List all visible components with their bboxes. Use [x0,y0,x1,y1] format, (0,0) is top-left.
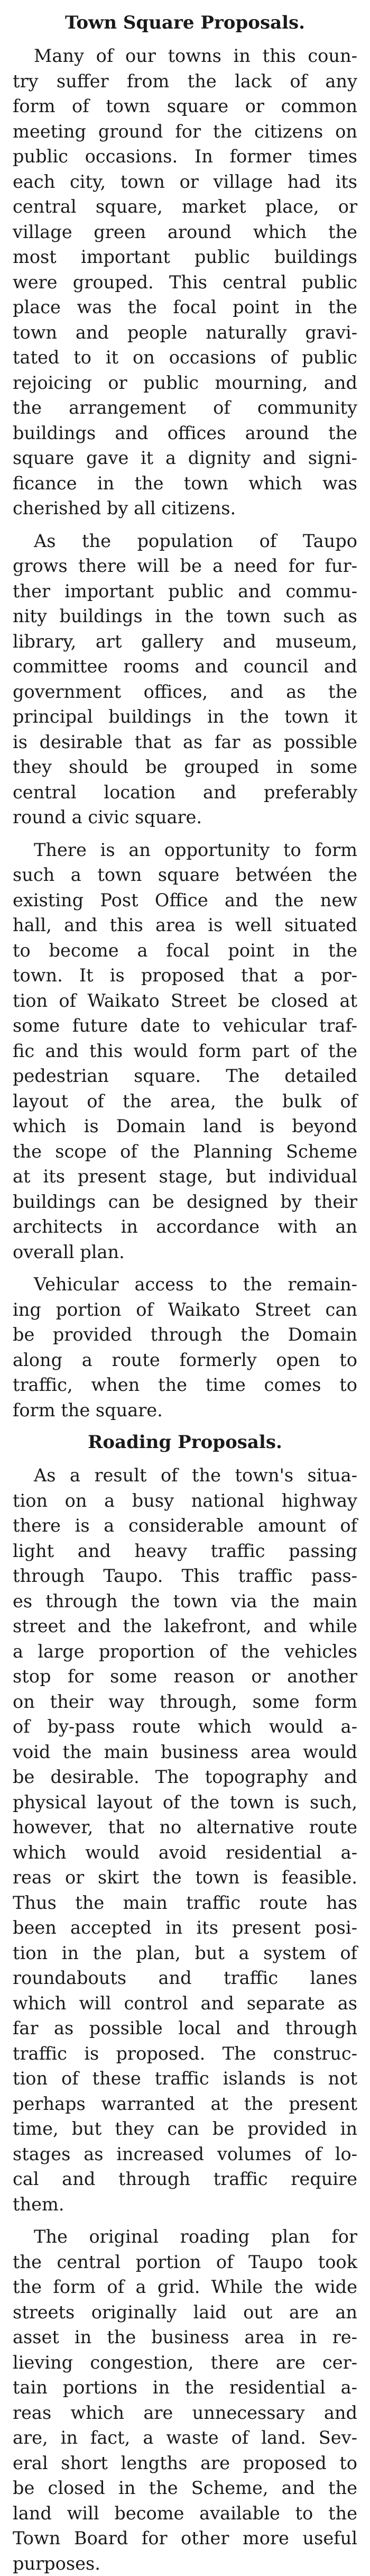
text-line: roundabouts and traffic lanes [13,1965,357,1991]
text-line: Thus the main traffic route has [13,1890,357,1916]
text-line: hall, and this area is well situated [13,913,357,938]
text-line: town. It is proposed that a por- [13,963,357,988]
text-line: es through the town via the main [13,1589,357,1614]
text-line: streets originally laid out are an [13,2300,357,2325]
text-line: tain portions in the residential a- [13,2375,357,2400]
text-line: far as possible local and through [13,2016,357,2041]
text-line: perhaps warranted at the present [13,2091,357,2117]
text-line: which would avoid residential a- [13,1840,357,1865]
text-line: form the square. [13,1398,357,1423]
text-line: ficance in the town which was [13,471,357,496]
text-line: physical layout of the town is such, [13,1790,357,1815]
text-line: government offices, and as the [13,679,357,705]
text-line: however, that no alternative route [13,1815,357,1840]
text-line: reas which are unnecessary and [13,2400,357,2426]
text-line: a large proportion of the vehicles [13,1639,357,1664]
paragraph [13,529,357,830]
text-line: traffic, when the time comes to [13,1372,357,1398]
text-line: the central portion of Taupo took [13,2250,357,2275]
text-line: such a town square betwéen the [13,862,357,888]
text-line: the scope of the Planning Scheme [13,1139,357,1164]
text-line: stop for some reason or another [13,1664,357,1689]
text-line: been accepted in its present posi- [13,1915,357,1941]
text-line: void the main business area would [13,1740,357,1765]
text-line: reas or skirt the town is feasible. [13,1865,357,1890]
text-line: the arrangement of community [13,395,357,421]
text-line: be desirable. The topography and [13,1764,357,1790]
text-line: traffic is proposed. The construc- [13,2041,357,2067]
text-line: The original roading plan for [13,2224,357,2250]
text-line: tion of these traffic islands is not [13,2066,357,2091]
text-line: There is an opportunity to form [13,838,357,863]
text-line: village green around which the [13,220,357,245]
paragraph [13,838,357,1265]
paragraph [13,1272,357,1423]
text-line: layout of the area, the bulk of [13,1089,357,1114]
text-line: As a result of the town's situa- [13,1463,357,1488]
text-line: rejoicing or public mourning, and [13,370,357,396]
text-line: light and heavy traffic passing [13,1539,357,1564]
text-line: buildings can be designed by their [13,1189,357,1215]
text-line: ing portion of Waikato Street can [13,1297,357,1323]
text-line: is desirable that as far as possible [13,730,357,755]
section-heading: Roading Proposals. [13,1430,357,1454]
text-line: square gave it a dignity and signi- [13,445,357,471]
text-line: are, in fact, a waste of land. Sev- [13,2425,357,2451]
text-line: there is a considerable amount of [13,1513,357,1539]
text-line: each city, town or village had its [13,169,357,195]
text-line: asset in the business area in re- [13,2325,357,2350]
text-line: Many of our towns in this coun- [13,43,357,69]
text-line: which will control and separate as [13,1991,357,2016]
text-line: pedestrian square. The detailed [13,1063,357,1089]
text-line: some future date to vehicular traf- [13,1013,357,1039]
text-line: of by-pass route which would a- [13,1714,357,1740]
section-heading: Town Square Proposals. [13,11,357,35]
paragraph [13,43,357,521]
text-line: form of town square or common [13,94,357,119]
text-line: round a civic square. [13,805,357,830]
text-line: tion of Waikato Street be closed at [13,988,357,1014]
text-line: architects in accordance with an [13,1214,357,1240]
paragraph [13,2224,357,2576]
text-line: Town Board for other more useful [13,2526,357,2551]
text-line: be closed in the Scheme, and the [13,2475,357,2501]
text-line: try suffer from the lack of any [13,69,357,94]
text-line: principal buildings in the town it [13,704,357,730]
text-line: on their way through, some form [13,1689,357,1715]
text-line: time, but they can be provided in [13,2116,357,2142]
text-line: most important public buildings [13,244,357,270]
text-line: tion on a busy national highway [13,1488,357,1514]
text-line: stages as increased volumes of lo- [13,2142,357,2167]
text-line: meeting ground for the citizens on [13,119,357,144]
text-line: street and the lakefront, and while [13,1614,357,1639]
text-line: central location and preferably [13,780,357,805]
text-line: lieving congestion, there are cer- [13,2350,357,2375]
text-line: eral short lengths are proposed to [13,2451,357,2476]
text-line: existing Post Office and the new [13,888,357,913]
text-line: tated to it on occasions of public [13,345,357,370]
text-line: buildings and offices around the [13,421,357,446]
text-line: along a route formerly open to [13,1348,357,1373]
text-line: purposes. [13,2551,357,2576]
text-line: the form of a grid. While the wide [13,2274,357,2300]
text-line: public occasions. In former times [13,144,357,169]
text-line: committee rooms and council and [13,654,357,679]
text-line: land will become available to the [13,2501,357,2526]
text-line: at its present stage, but individual [13,1164,357,1189]
text-line: them. [13,2192,357,2217]
text-line: ther important public and commu- [13,579,357,604]
paragraph [13,1463,357,2217]
text-line: cherished by all citizens. [13,496,357,521]
text-line: overall plan. [13,1240,357,1265]
text-line: place was the focal point in the [13,295,357,320]
text-line: were grouped. This central public [13,270,357,295]
text-line: through Taupo. This traffic pass- [13,1563,357,1589]
text-line: which is Domain land is beyond [13,1114,357,1139]
text-line: grows there will be a need for fur- [13,553,357,579]
text-line: to become a focal point in the [13,938,357,963]
text-line: town and people naturally gravi- [13,320,357,345]
text-line: fic and this would form part of the [13,1039,357,1064]
text-line: Vehicular access to the remain- [13,1272,357,1297]
text-line: As the population of Taupo [13,529,357,554]
text-line: they should be grouped in some [13,754,357,780]
text-line: be provided through the Domain [13,1322,357,1348]
text-line: cal and through traffic require [13,2167,357,2192]
text-line: central square, market place, or [13,194,357,220]
text-line: nity buildings in the town such as [13,604,357,629]
text-line: library, art gallery and museum, [13,629,357,654]
text-line: tion in the plan, but a system of [13,1941,357,1966]
